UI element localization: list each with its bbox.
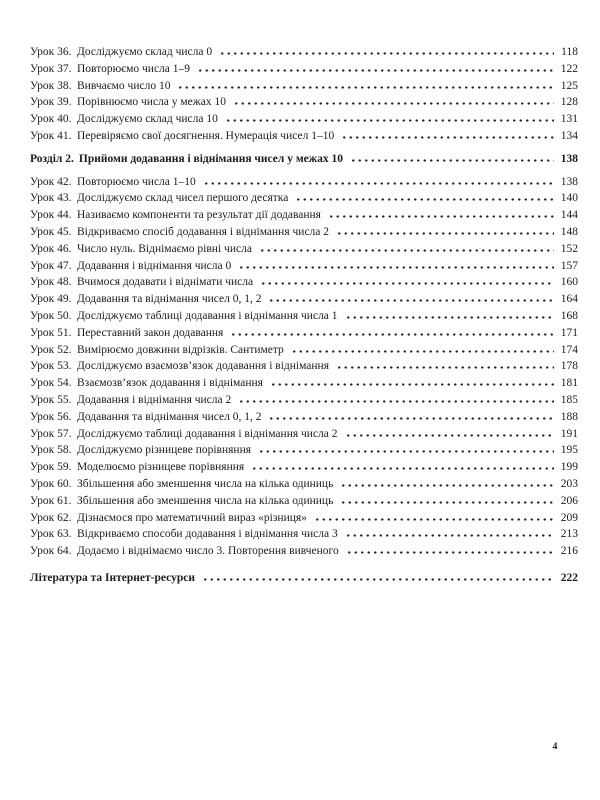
- toc-entry-title: Порівнюємо числа у межах 10: [77, 96, 226, 109]
- toc-entry: [30, 151, 578, 168]
- toc-entry-label: Урок 54.: [30, 377, 72, 390]
- toc-entry-title: Число нуль. Віднімаємо рівні числа: [77, 242, 252, 255]
- toc-entry-title: Додаємо і віднімаємо число 3. Повторення вивченого: [77, 545, 339, 558]
- toc-entry-title: Досліджуємо взаємозв’язок додавання і віднімання: [77, 360, 330, 373]
- dot-leader: [238, 400, 554, 403]
- dot-leader: [345, 534, 554, 537]
- toc-entry-label: Урок 43.: [30, 192, 72, 205]
- toc-entry: [30, 274, 578, 291]
- dot-leader: [230, 333, 554, 336]
- toc-entry-label: Урок 46.: [30, 242, 72, 255]
- toc-entry-label: Урок 51.: [30, 326, 72, 339]
- dot-leader: [328, 215, 554, 218]
- dot-leader: [270, 383, 554, 386]
- dot-leader: [341, 136, 554, 139]
- dot-leader: [268, 299, 554, 302]
- dot-leader: [233, 102, 554, 105]
- toc-entry-page: 148: [560, 225, 578, 238]
- toc-entry-page: 185: [560, 393, 578, 406]
- dot-leader: [219, 52, 554, 55]
- toc-entry-page: 174: [560, 343, 578, 356]
- toc-entry: [30, 207, 578, 224]
- toc-entry-page: 199: [560, 461, 578, 474]
- toc-entry-label: Урок 38.: [30, 79, 72, 92]
- toc-entry-label: Розділ 2.: [30, 152, 74, 165]
- toc-entry-label: Урок 45.: [30, 225, 72, 238]
- toc-entry-label: Урок 56.: [30, 410, 72, 423]
- dot-leader: [336, 232, 554, 235]
- toc-entry-title: Повторюємо числа 1–10: [77, 175, 196, 188]
- toc-entry: [30, 224, 578, 241]
- toc-entry: [30, 442, 578, 459]
- toc-entry: [30, 392, 578, 409]
- toc-entry-page: 191: [560, 427, 578, 440]
- toc-entry-page: 118: [561, 46, 578, 58]
- toc-entry-page: 140: [560, 192, 578, 205]
- toc-entry: [30, 258, 578, 275]
- dot-leader: [268, 417, 554, 420]
- toc-entry-label: Урок 57.: [30, 427, 72, 440]
- toc-entry: [30, 358, 578, 375]
- toc-entry-title: Досліджуємо склад числа 0: [77, 46, 213, 58]
- toc-entry: [30, 426, 578, 443]
- toc-entry-page: 188: [560, 410, 578, 423]
- dot-leader: [259, 249, 554, 252]
- dot-leader: [258, 450, 554, 453]
- dot-leader: [340, 501, 554, 504]
- toc-entry: [30, 510, 578, 527]
- toc-entry: [30, 61, 578, 78]
- toc-entry-page: 206: [560, 494, 578, 507]
- dot-leader: [225, 119, 554, 122]
- dot-leader: [345, 434, 554, 437]
- toc-entry-label: Урок 47.: [30, 259, 72, 272]
- dot-leader: [346, 551, 554, 554]
- toc-entry-label: Урок 37.: [30, 62, 72, 75]
- toc-entry-page: 160: [560, 276, 578, 289]
- toc-entry-title: Досліджуємо різницеве порівняння: [77, 444, 252, 457]
- toc-entry-label: Урок 58.: [30, 444, 72, 457]
- dot-leader: [340, 484, 554, 487]
- toc-entry-label: Урок 55.: [30, 393, 72, 406]
- toc-entry: [30, 94, 578, 111]
- toc-entry: [30, 78, 578, 95]
- toc-entry-page: 152: [560, 242, 578, 255]
- toc-entry-title: Додавання і віднімання числа 0: [77, 259, 232, 272]
- toc-entry-title: Відкриваємо способи додавання і віднімання числа 3: [77, 528, 338, 541]
- toc-entry-title: Перевіряємо свої досягнення. Нумерація чисел 1–10: [77, 129, 335, 142]
- toc-entry: [30, 128, 578, 145]
- dot-leader: [238, 266, 554, 269]
- toc-entry: [30, 493, 578, 510]
- toc-entry-label: Урок 62.: [30, 511, 72, 524]
- toc-entry-page: 213: [560, 528, 578, 541]
- toc-entry-page: 138: [560, 175, 578, 188]
- toc-entry-page: 122: [560, 62, 578, 75]
- toc-entry-title: Прийоми додавання і віднімання чисел у межах 10: [78, 152, 343, 165]
- toc-entry-label: Урок 61.: [30, 494, 72, 507]
- toc-entry-label: Урок 49.: [30, 293, 72, 306]
- toc-entry-title: Взаємозв’язок додавання і віднімання: [77, 377, 263, 390]
- toc-entry-title: Вимірюємо довжини відрізків. Сантиметр: [77, 343, 284, 356]
- toc-entry-label: Урок 36.: [30, 46, 72, 58]
- toc-entry-page: 216: [560, 545, 578, 558]
- toc-entry-title: Збільшення або зменшення числа на кілька одиниць: [77, 494, 334, 507]
- toc-entry: [30, 409, 578, 426]
- toc-entry-page: 222: [560, 571, 578, 584]
- toc-entry-page: 134: [560, 129, 578, 142]
- toc-entry-label: Урок 44.: [30, 209, 72, 222]
- toc-entry: [30, 190, 578, 207]
- dot-leader: [314, 518, 554, 521]
- toc-entry-label: Урок 52.: [30, 343, 72, 356]
- toc-entry: [30, 291, 578, 308]
- toc-entry-title: Досліджуємо склад чисел першого десятка: [77, 192, 289, 205]
- toc-entry-page: 164: [560, 293, 578, 306]
- toc-entry: [30, 526, 578, 543]
- dot-leader: [197, 69, 554, 72]
- toc-entry: [30, 459, 578, 476]
- toc-entry-page: 131: [560, 113, 578, 126]
- toc-entry-page: 178: [560, 360, 578, 373]
- toc-entry-label: Урок 41.: [30, 129, 72, 142]
- toc-entry: [30, 570, 578, 587]
- toc-entry-page: 209: [560, 511, 578, 524]
- toc-entry-title: Досліджуємо таблиці додавання і віднімання числа 1: [77, 309, 338, 322]
- dot-leader: [260, 282, 554, 285]
- dot-leader: [295, 198, 554, 201]
- toc-entry: [30, 111, 578, 128]
- toc-entry: [30, 241, 578, 258]
- dot-leader: [202, 578, 554, 581]
- toc-entry-page: 125: [560, 79, 578, 92]
- toc-entry: [30, 44, 578, 61]
- toc-entry-title: Називаємо компоненти та результат дії додавання: [77, 209, 321, 222]
- toc-entry-title: Література та Інтернет-ресурси: [30, 571, 195, 584]
- toc-entry-label: Урок 63.: [30, 528, 72, 541]
- toc-entry: [30, 543, 578, 560]
- toc-entry-title: Вчимося додавати і віднімати числа: [77, 276, 254, 289]
- toc-entry-title: Переставний закон додавання: [77, 326, 224, 339]
- toc-entry-label: Урок 40.: [30, 113, 72, 126]
- toc-entry-page: 144: [560, 209, 578, 222]
- toc-entry-title: Збільшення або зменшення числа на кілька одиниць: [77, 477, 334, 490]
- dot-leader: [345, 316, 554, 319]
- toc-entry-label: Урок 53.: [30, 360, 72, 373]
- dot-leader: [291, 350, 554, 353]
- toc-entry: [30, 342, 578, 359]
- dot-leader: [251, 467, 554, 470]
- toc-entry-title: Додавання та віднімання чисел 0, 1, 2: [77, 293, 262, 306]
- toc-entry-label: Урок 48.: [30, 276, 72, 289]
- toc-entry-title: Повторюємо числа 1–9: [77, 62, 191, 75]
- dot-leader: [203, 182, 554, 185]
- toc-entry: [30, 476, 578, 493]
- toc-entry-title: Вивчаємо число 10: [77, 79, 171, 92]
- dot-leader: [350, 159, 554, 162]
- toc-entry-title: Досліджуємо таблиці додавання і віднімання числа 2: [77, 427, 338, 440]
- toc-entry-title: Додавання та віднімання чисел 0, 1, 2: [77, 410, 262, 423]
- toc-entry-label: Урок 39.: [30, 96, 72, 109]
- toc-entry-page: 128: [560, 96, 578, 109]
- toc-entry: [30, 375, 578, 392]
- toc-entry-page: 138: [560, 152, 578, 165]
- table-of-contents: [30, 44, 578, 587]
- toc-entry-title: Досліджуємо склад числа 10: [77, 113, 218, 126]
- toc-entry: [30, 325, 578, 342]
- toc-entry-title: Моделюємо різницеве порівняння: [77, 461, 245, 474]
- toc-entry-title: Відкриваємо спосіб додавання і віднімання числа 2: [77, 225, 330, 238]
- toc-entry-page: 195: [560, 444, 578, 457]
- toc-entry-page: 168: [560, 309, 578, 322]
- toc-entry-label: Урок 59.: [30, 461, 72, 474]
- toc-entry: [30, 308, 578, 325]
- toc-entry-title: Додавання і віднімання числа 2: [77, 393, 232, 406]
- toc-entry-title: Дізнаємося про математичний вираз «різниця»: [77, 511, 307, 524]
- page-number: 4: [552, 742, 558, 752]
- toc-entry-label: Урок 60.: [30, 477, 72, 490]
- toc-entry: [30, 174, 578, 191]
- dot-leader: [336, 366, 554, 369]
- toc-entry-page: 157: [560, 259, 578, 272]
- toc-entry-page: 171: [560, 326, 578, 339]
- toc-entry-label: Урок 64.: [30, 545, 72, 558]
- toc-entry-label: Урок 42.: [30, 175, 72, 188]
- dot-leader: [177, 86, 554, 89]
- toc-entry-page: 181: [560, 377, 578, 390]
- toc-entry-page: 203: [560, 477, 578, 490]
- toc-entry-label: Урок 50.: [30, 309, 72, 322]
